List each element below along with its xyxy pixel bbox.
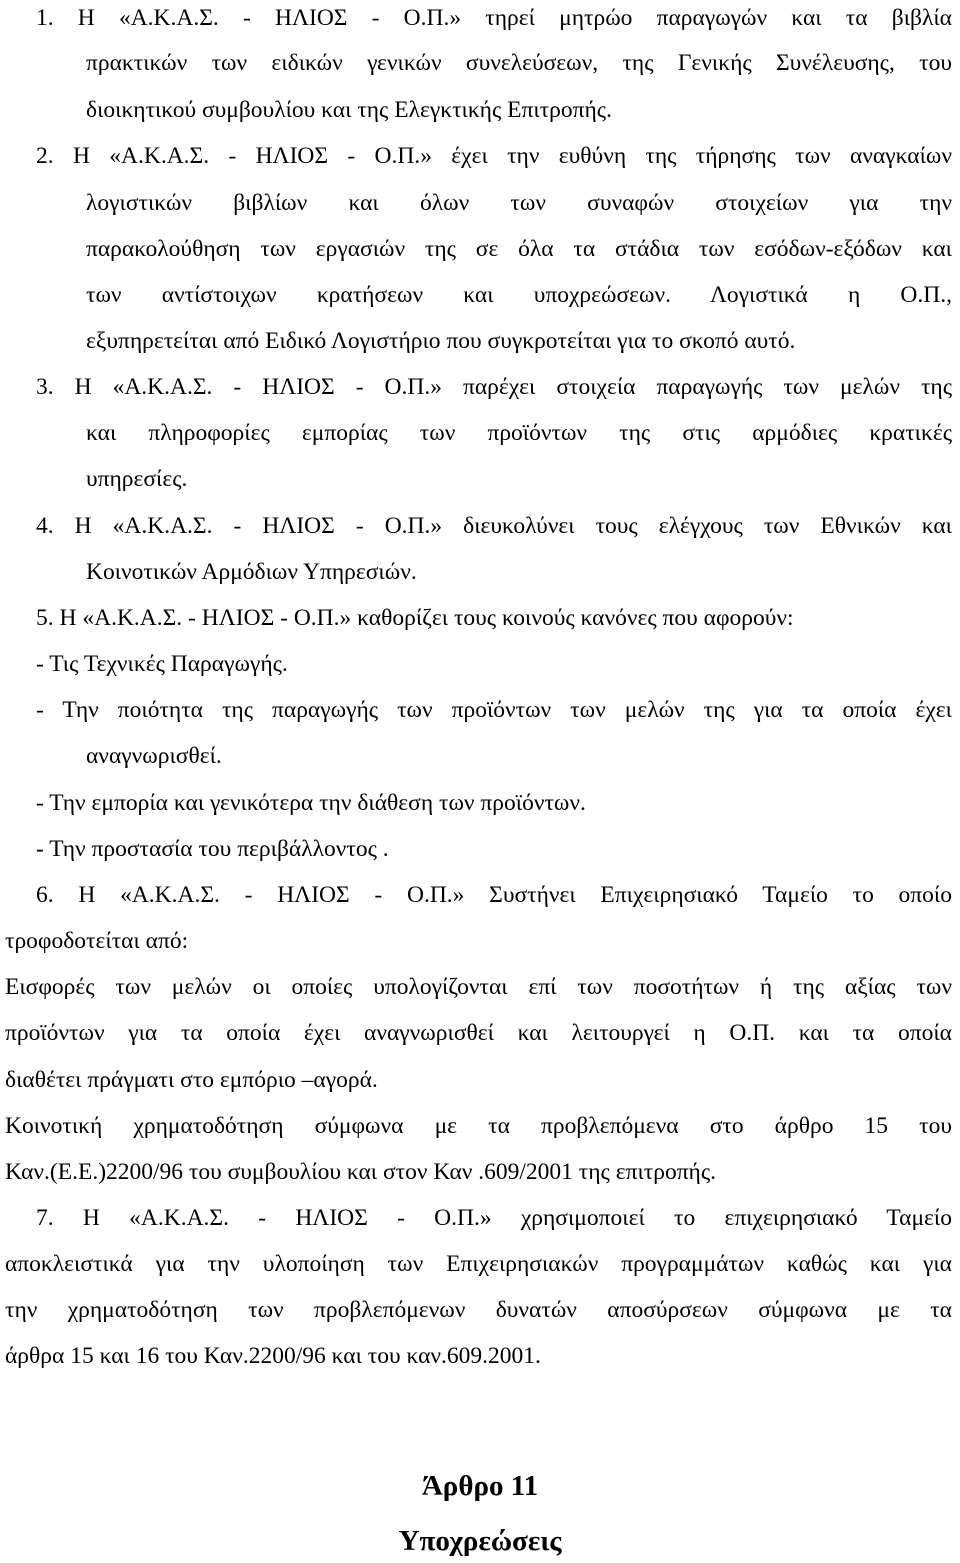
item-6-line-1: 6. Η «Α.Κ.Α.Σ. - ΗΛΙΟΣ - Ο.Π.» Συστήνει Επιχειρησιακό Ταμείο το οποίο — [36, 882, 952, 908]
item-3-line-1: 3. Η «Α.Κ.Α.Σ. - ΗΛΙΟΣ - Ο.Π.» παρέχει στοιχεία παραγωγής των μελών της — [36, 374, 952, 400]
item-3-line-2: και πληροφορίες εμπορίας των προϊόντων της στις αρμόδιες κρατικές — [86, 420, 952, 446]
item-7-line-3: την χρηματοδότηση των προβλεπόμενων δυνατών αποσύρσεων σύμφωνα με τα — [5, 1297, 952, 1323]
community-funding-line-1: Κοινοτική χρηματοδότηση σύμφωνα με τα προβλεπόμενα στο άρθρο 15 του — [5, 1113, 952, 1139]
bullet-3: - Την εμπορία και γενικότερα την διάθεση των προϊόντων. — [36, 790, 586, 816]
article-title: Άρθρο 11 — [421, 1470, 539, 1502]
item-4-line-1: 4. Η «Α.Κ.Α.Σ. - ΗΛΙΟΣ - Ο.Π.» διευκολύνει τους ελέγχους των Εθνικών και — [36, 513, 952, 539]
item-1-line-2: πρακτικών των ειδικών γενικών συνελεύσεων, της Γενικής Συνέλευσης, του — [86, 50, 952, 76]
item-3-line-3: υπηρεσίες. — [86, 466, 188, 492]
item-6-line-2: τροφοδοτείται από: — [5, 928, 189, 954]
contributions-line-2: προϊόντων για τα οποία έχει αναγνωρισθεί και λειτουργεί η Ο.Π. και τα οποία — [5, 1020, 952, 1046]
bullet-2-line-1: - Την ποιότητα της παραγωγής των προϊόντων των μελών της για τα οποία έχει — [36, 697, 952, 723]
bullet-2-line-2: αναγνωρισθεί. — [86, 743, 222, 769]
item-4-line-2: Κοινοτικών Αρμόδιων Υπηρεσιών. — [86, 559, 417, 585]
item-2-line-2: λογιστικών βιβλίων και όλων των συναφών στοιχείων για την — [86, 190, 952, 216]
item-2-line-5: εξυπηρετείται από Ειδικό Λογιστήριο που συγκροτείται για το σκοπό αυτό. — [86, 328, 796, 354]
item-1-line-1: 1. Η «Α.Κ.Α.Σ. - ΗΛΙΟΣ - Ο.Π.» τηρεί μητρώο παραγωγών και τα βιβλία — [36, 5, 952, 31]
bullet-4: - Την προστασία του περιβάλλοντος . — [36, 836, 389, 862]
bullet-1: - Τις Τεχνικές Παραγωγής. — [36, 651, 288, 677]
item-2-line-1: 2. Η «Α.Κ.Α.Σ. - ΗΛΙΟΣ - Ο.Π.» έχει την ευθύνη της τήρησης των αναγκαίων — [36, 143, 952, 169]
contributions-line-3: διαθέτει πράγματι στο εμπόριο –αγορά. — [5, 1067, 378, 1093]
item-7-line-2: αποκλειστικά για την υλοποίηση των Επιχειρησιακών προγραμμάτων καθώς και για — [5, 1251, 952, 1277]
community-funding-line-2: Καν.(Ε.Ε.)2200/96 του συμβουλίου και στον Καν .609/2001 της επιτροπής. — [5, 1159, 717, 1185]
item-7-line-1: 7. Η «Α.Κ.Α.Σ. - ΗΛΙΟΣ - Ο.Π.» χρησιμοποιεί το επιχειρησιακό Ταμείο — [36, 1205, 952, 1231]
item-1-line-3: διοικητικού συμβουλίου και της Ελεγκτικής Επιτροπής. — [86, 97, 612, 123]
article-subtitle: Υποχρεώσεις — [398, 1525, 562, 1557]
item-5-line-1: 5. Η «Α.Κ.Α.Σ. - ΗΛΙΟΣ - Ο.Π.» καθορίζει τους κοινούς κανόνες που αφορούν: — [36, 605, 794, 631]
item-2-line-3: παρακολούθηση των εργασιών της σε όλα τα στάδια των εσόδων-εξόδων και — [86, 236, 952, 262]
item-2-line-4: των αντίστοιχων κρατήσεων και υποχρεώσεων. Λογιστικά η Ο.Π., — [86, 282, 952, 308]
contributions-line-1: Εισφορές των μελών οι οποίες υπολογίζονται επί των ποσοτήτων ή της αξίας των — [5, 974, 952, 1000]
item-7-line-4: άρθρα 15 και 16 του Καν.2200/96 και του καν.609.2001. — [5, 1343, 541, 1369]
